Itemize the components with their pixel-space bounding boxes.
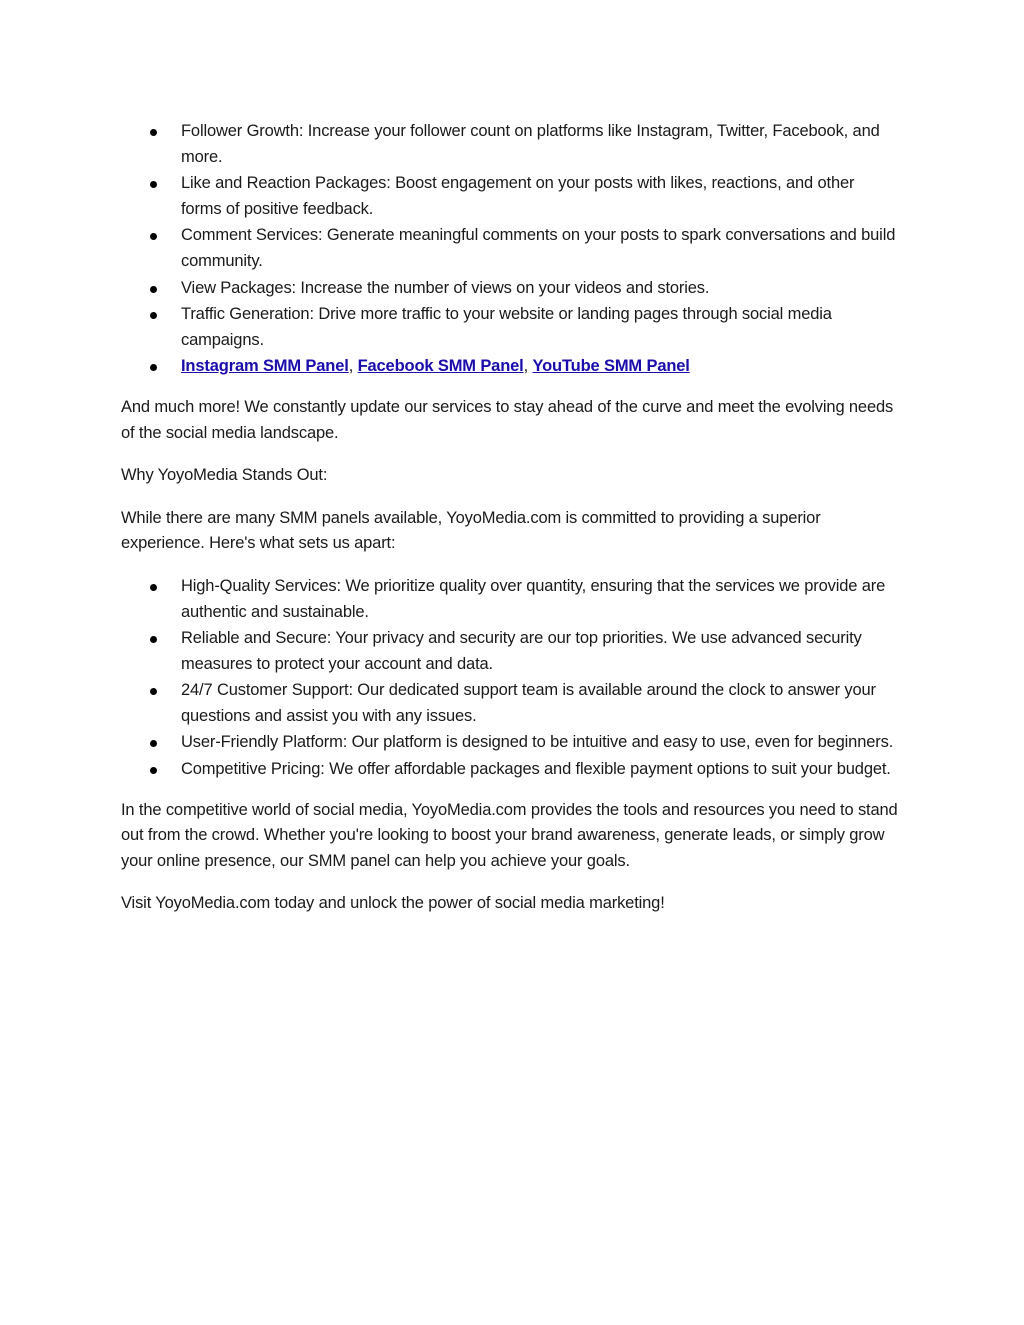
bullet-icon xyxy=(150,312,157,319)
list-item-text: Follower Growth: Increase your follower count on platforms like Instagram, Twitter, Facebook, and more. xyxy=(181,122,880,166)
list-item-text: Competitive Pricing: We offer affordable packages and flexible payment options to suit your budget. xyxy=(181,760,891,779)
list-item-text: High-Quality Services: We prioritize quality over quantity, ensuring that the services we provide are authentic and sustainable. xyxy=(181,576,886,621)
link-separator: , xyxy=(348,357,354,376)
list-item-text: User-Friendly Platform: Our platform is designed to be intuitive and easy to use, even for beginners. xyxy=(181,733,894,752)
bullet-icon xyxy=(150,364,157,371)
bullet-icon xyxy=(150,584,157,591)
list-item xyxy=(121,678,899,729)
paragraph-while-there: While there are many SMM panels available, YoyoMedia.com is committed to providing a superior experience. Here's what sets us apart: xyxy=(121,508,821,553)
section-heading-why-yoyomedia: Why YoyoMedia Stands Out: xyxy=(121,466,328,485)
bullet-icon xyxy=(150,181,157,188)
bullet-icon xyxy=(150,740,157,747)
document-page xyxy=(121,119,899,917)
list-item-text: Reliable and Secure: Your privacy and security are our top priorities. We use advanced security measures to protect your account and data. xyxy=(181,629,862,673)
bullet-icon xyxy=(150,688,157,695)
bullet-icon xyxy=(150,233,157,240)
bullet-icon xyxy=(150,636,157,643)
list-item-text: View Packages: Increase the number of views on your videos and stories. xyxy=(181,278,710,297)
list-item-text: Traffic Generation: Drive more traffic to your website or landing pages through social media campaigns. xyxy=(181,305,832,349)
list-item-text: 24/7 Customer Support: Our dedicated support team is available around the clock to answer your questions and assist you with any issues. xyxy=(181,681,876,725)
link-separator: , xyxy=(523,357,529,376)
standout-list xyxy=(121,574,899,783)
paragraph-much-more: And much more! We constantly update our services to stay ahead of the curve and meet the evolving needs of the social media landscape. xyxy=(121,397,894,442)
paragraph-visit: Visit YoyoMedia.com today and unlock the power of social media marketing! xyxy=(121,894,665,913)
instagram-smm-panel-link[interactable]: Instagram SMM Panel xyxy=(181,357,349,376)
list-item xyxy=(121,574,899,625)
list-item xyxy=(121,276,899,302)
services-list xyxy=(121,119,899,380)
bullet-icon xyxy=(150,129,157,136)
list-item-text: Like and Reaction Packages: Boost engagement on your posts with likes, reactions, and other forms of positive feedback. xyxy=(181,174,855,218)
paragraph-competitive-world: In the competitive world of social media, YoyoMedia.com provides the tools and resources you need to stand out from the crowd. Whether you're looking to boost your brand awareness, generate leads, or simply grow your online presence, our SMM panel can help you achieve your goals. xyxy=(121,800,898,870)
list-item xyxy=(121,223,899,274)
youtube-smm-panel-link[interactable]: YouTube SMM Panel xyxy=(532,357,690,376)
list-item xyxy=(121,626,899,677)
list-item xyxy=(121,302,899,353)
list-item-text: Comment Services: Generate meaningful comments on your posts to spark conversations and build community. xyxy=(181,226,896,270)
list-item-links xyxy=(121,354,899,380)
list-item xyxy=(121,757,899,783)
list-item xyxy=(121,730,899,756)
bullet-icon xyxy=(150,767,157,774)
list-item xyxy=(121,119,899,170)
list-item xyxy=(121,171,899,222)
facebook-smm-panel-link[interactable]: Facebook SMM Panel xyxy=(357,357,524,376)
bullet-icon xyxy=(150,286,157,293)
